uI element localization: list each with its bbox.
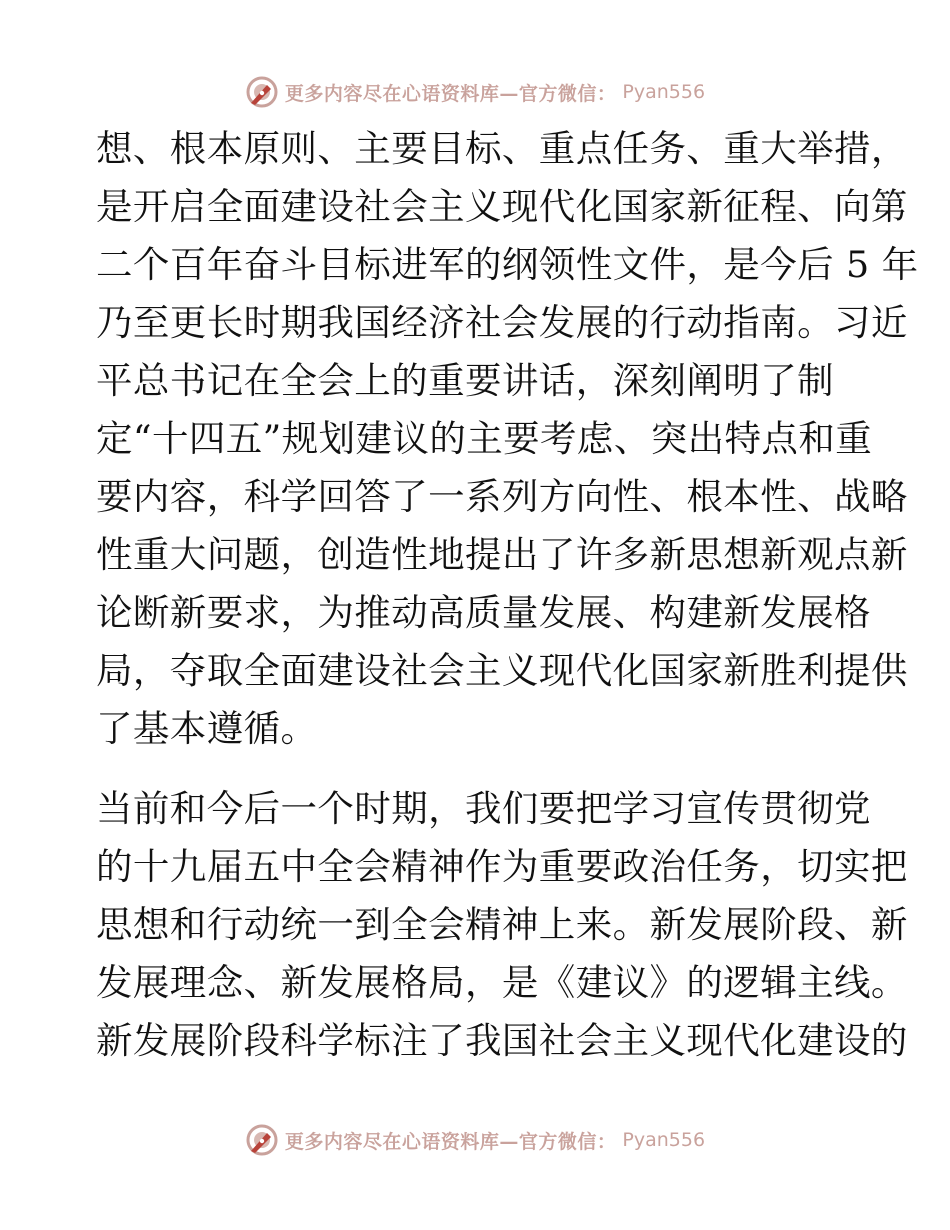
paragraph-2 — [96, 780, 908, 1070]
text-line: 二个百年奋斗目标进军的纲领性文件，是今后 5 年 — [96, 243, 919, 286]
text-line: 论断新要求，为推动高质量发展、构建新发展格 — [96, 591, 871, 634]
text-line: 了基本遵循。 — [96, 707, 318, 750]
text-line: 的十九届五中全会精神作为重要政治任务，切实把 — [96, 845, 908, 888]
text-line: 思想和行动统一到全会精神上来。新发展阶段、新 — [96, 903, 908, 946]
text-line: 平总书记在全会上的重要讲话，深刻阐明了制 — [96, 359, 834, 402]
footer-watermark — [0, 1120, 950, 1160]
text-line: 想、根本原则、主要目标、重点任务、重大举措， — [96, 127, 908, 170]
text-line: 是开启全面建设社会主义现代化国家新征程、向第 — [96, 185, 908, 228]
text-line: 新发展阶段科学标注了我国社会主义现代化建设的 — [96, 1019, 908, 1062]
text-line: 定“十四五”规划建议的主要考虑、突出特点和重 — [96, 417, 873, 460]
watermark-contact: Pyan556 — [622, 81, 706, 103]
text-line: 当前和今后一个时期，我们要把学习宣传贯彻党 — [96, 787, 871, 830]
watermark-text: 更多内容尽在心语资料库—官方微信： — [284, 82, 617, 105]
fountain-pen-logo-icon — [245, 75, 279, 109]
paragraph-1 — [96, 120, 919, 758]
text-line: 性重大问题，创造性地提出了许多新思想新观点新 — [96, 533, 908, 576]
text-line: 要内容，科学回答了一系列方向性、根本性、战略 — [96, 475, 908, 518]
paragraph-spacer — [96, 758, 856, 780]
watermark-text: 更多内容尽在心语资料库—官方微信： — [284, 1130, 617, 1153]
watermark-contact: Pyan556 — [622, 1129, 706, 1151]
document-body — [96, 120, 919, 1070]
header-watermark — [0, 72, 950, 112]
text-line: 乃至更长时期我国经济社会发展的行动指南。习近 — [96, 301, 908, 344]
text-line: 发展理念、新发展格局，是《建议》的逻辑主线。 — [96, 961, 908, 1004]
text-line: 局，夺取全面建设社会主义现代化国家新胜利提供 — [96, 649, 908, 692]
fountain-pen-logo-icon — [245, 1123, 279, 1157]
